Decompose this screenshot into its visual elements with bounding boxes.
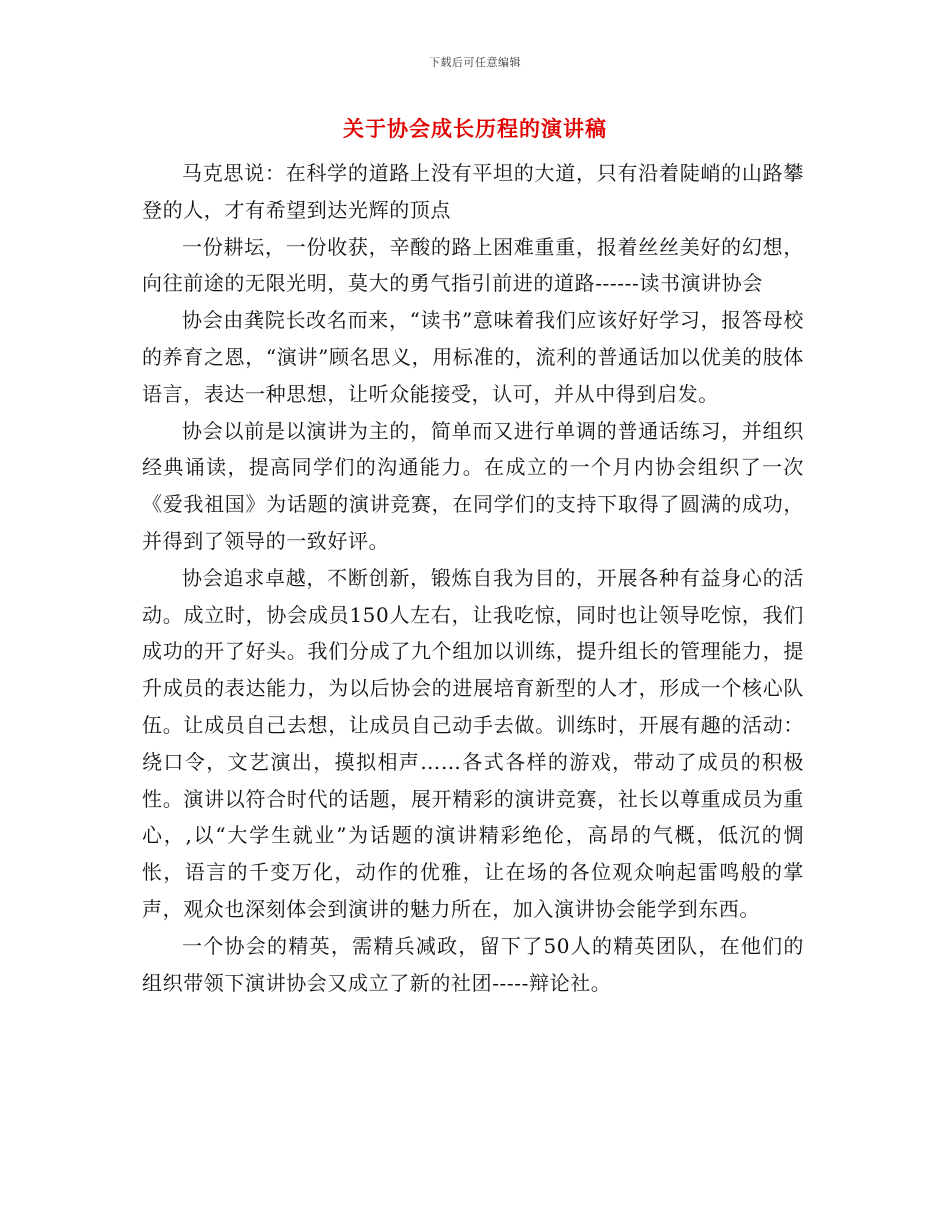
paragraph: 一个协会的精英，需精兵减政，留下了50人的精英团队，在他们的组织带领下演讲协会又成立了新的社团-----辩论社。 <box>142 933 804 995</box>
document-title: 关于协会成长历程的演讲稿 <box>343 116 607 141</box>
paragraph: 协会以前是以演讲为主的，简单而又进行单调的普通话练习，并组织经典诵读，提高同学们的沟通能力。在成立的一个月内协会组织了一次《爱我祖国》为话题的演讲竞赛，在同学们的支持下取得了圆满的成功，并得到了领导的一致好评。 <box>142 418 804 553</box>
paragraph: 协会由龚院长改名而来，“读书”意味着我们应该好好学习，报答母校的养育之恩，“演讲”顾名思义，用标准的，流利的普通话加以优美的肢体语言，表达一种思想，让听众能接受，认可，并从中得到启发。 <box>142 308 804 406</box>
document-body <box>142 155 804 1001</box>
paragraph: 马克思说：在科学的道路上没有平坦的大道，只有沿着陡峭的山路攀登的人，才有希望到达光辉的顶点 <box>142 161 804 222</box>
header-note: 下载后可任意编辑 <box>429 56 521 69</box>
paragraph: 一份耕坛，一份收获，辛酸的路上困难重重，报着丝丝美好的幻想，向往前途的无限光明，莫大的勇气指引前进的道路------读书演讲协会 <box>142 234 804 296</box>
paragraph: 协会追求卓越，不断创新，锻炼自我为目的，开展各种有益身心的活动。成立时，协会成员150人左右，让我吃惊，同时也让领导吃惊，我们成功的开了好头。我们分成了九个组加以训练，提升组长的管理能力，提升成员的表达能力，为以后协会的进展培育新型的人才，形成一个核心队伍。让成员自己去想，让成员自己动手去做。训练时，开展有趣的活动：绕口令，文艺演出，摸拟相声……各式各样的游戏，带动了成员的积极性。演讲以符合时代的话题，展开精彩的演讲竞赛，社长以尊重成员为重心，,以“大学生就业”为话题的演讲精彩绝伦，高昂的气概，低沉的惆怅，语言的千变万化，动作的优雅，让在场的各位观众响起雷鸣般的掌声，观众也深刻体会到演讲的魅力所在，加入演讲协会能学到东西。 <box>142 565 804 921</box>
